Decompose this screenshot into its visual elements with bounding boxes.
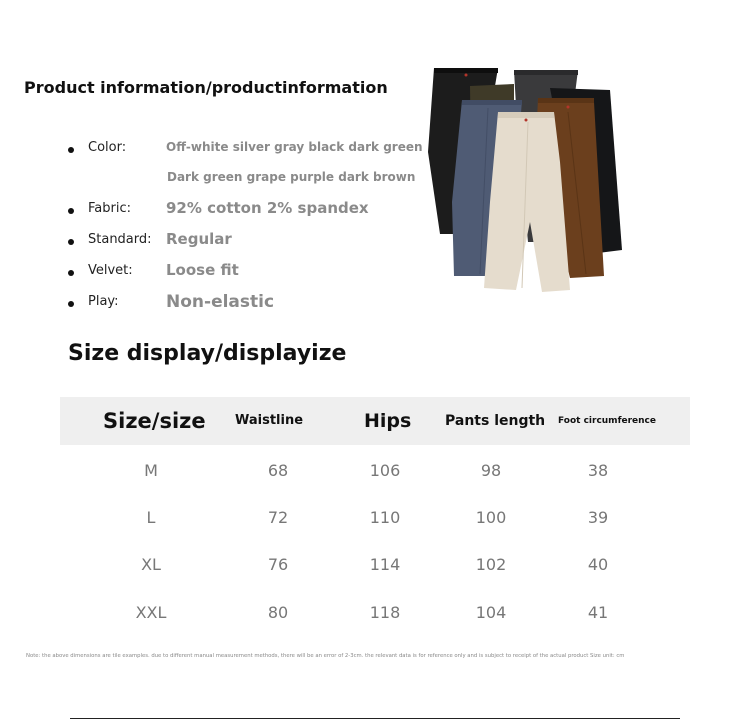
cell-hips: 114 — [369, 555, 401, 574]
attr-label-color: Color: — [88, 140, 127, 155]
header-pants-length: Pants length — [445, 413, 546, 429]
attr-value-velvet: Loose fit — [166, 261, 239, 279]
attr-label-velvet: Velvet: — [88, 263, 133, 278]
cell-foot-circumference: 40 — [587, 555, 609, 574]
cell-waistline: 80 — [267, 603, 289, 622]
size-row-xl — [60, 550, 690, 580]
size-row-l — [60, 503, 690, 533]
cell-waistline: 76 — [267, 555, 289, 574]
attr-label-play: Play: — [88, 294, 119, 309]
bullet-dot — [68, 208, 74, 214]
cell-waistline: 68 — [267, 461, 289, 480]
attr-value-color: Off-white silver gray black dark green — [166, 140, 423, 154]
cell-foot-circumference: 38 — [587, 461, 609, 480]
cell-foot-circumference: 41 — [587, 603, 609, 622]
cell-hips: 106 — [369, 461, 401, 480]
bullet-dot — [68, 239, 74, 245]
bullet-dot — [68, 270, 74, 276]
cell-hips: 110 — [369, 508, 401, 527]
attr-label-fabric: Fabric: — [88, 201, 131, 216]
bottom-divider — [70, 718, 680, 719]
header-hips: Hips — [364, 410, 412, 432]
header-waistline: Waistline — [235, 413, 304, 428]
bullet-dot — [68, 147, 74, 153]
cell-hips: 118 — [369, 603, 401, 622]
cell-foot-circumference: 39 — [587, 508, 609, 527]
size-row-xxl — [60, 598, 690, 628]
cell-pants-length: 102 — [475, 555, 507, 574]
cell-size: XXL — [135, 603, 167, 622]
measurement-note: Note: the above dimensions are tile examples. due to different manual measurement methods, there will be an error of 2-3cm. the relevant data is for reference only and is subject to receipt of the actual product Size unit: cm — [26, 653, 625, 659]
size-display-title: Size display/displayize — [68, 341, 347, 366]
attr-label-standard: Standard: — [88, 232, 152, 247]
cell-pants-length: 100 — [475, 508, 507, 527]
attr-value-standard: Regular — [166, 230, 232, 248]
cell-size: XL — [141, 555, 161, 574]
cell-pants-length: 104 — [475, 603, 507, 622]
attr-value-play: Non-elastic — [166, 292, 275, 312]
header-foot-circumference: Foot circumference — [558, 416, 656, 426]
product-info-title: Product information/productinformation — [24, 78, 388, 97]
cell-size: L — [146, 508, 156, 527]
cell-waistline: 72 — [267, 508, 289, 527]
attr-value-fabric: 92% cotton 2% spandex — [166, 199, 369, 217]
size-row-m — [60, 456, 690, 486]
cell-pants-length: 98 — [480, 461, 502, 480]
header-size: Size/size — [103, 409, 206, 433]
attr-value-color-line2: Dark green grape purple dark brown — [167, 170, 416, 184]
size-table-header — [60, 397, 690, 445]
bullet-dot — [68, 301, 74, 307]
cell-size: M — [144, 461, 158, 480]
pants-product-image — [418, 62, 630, 298]
